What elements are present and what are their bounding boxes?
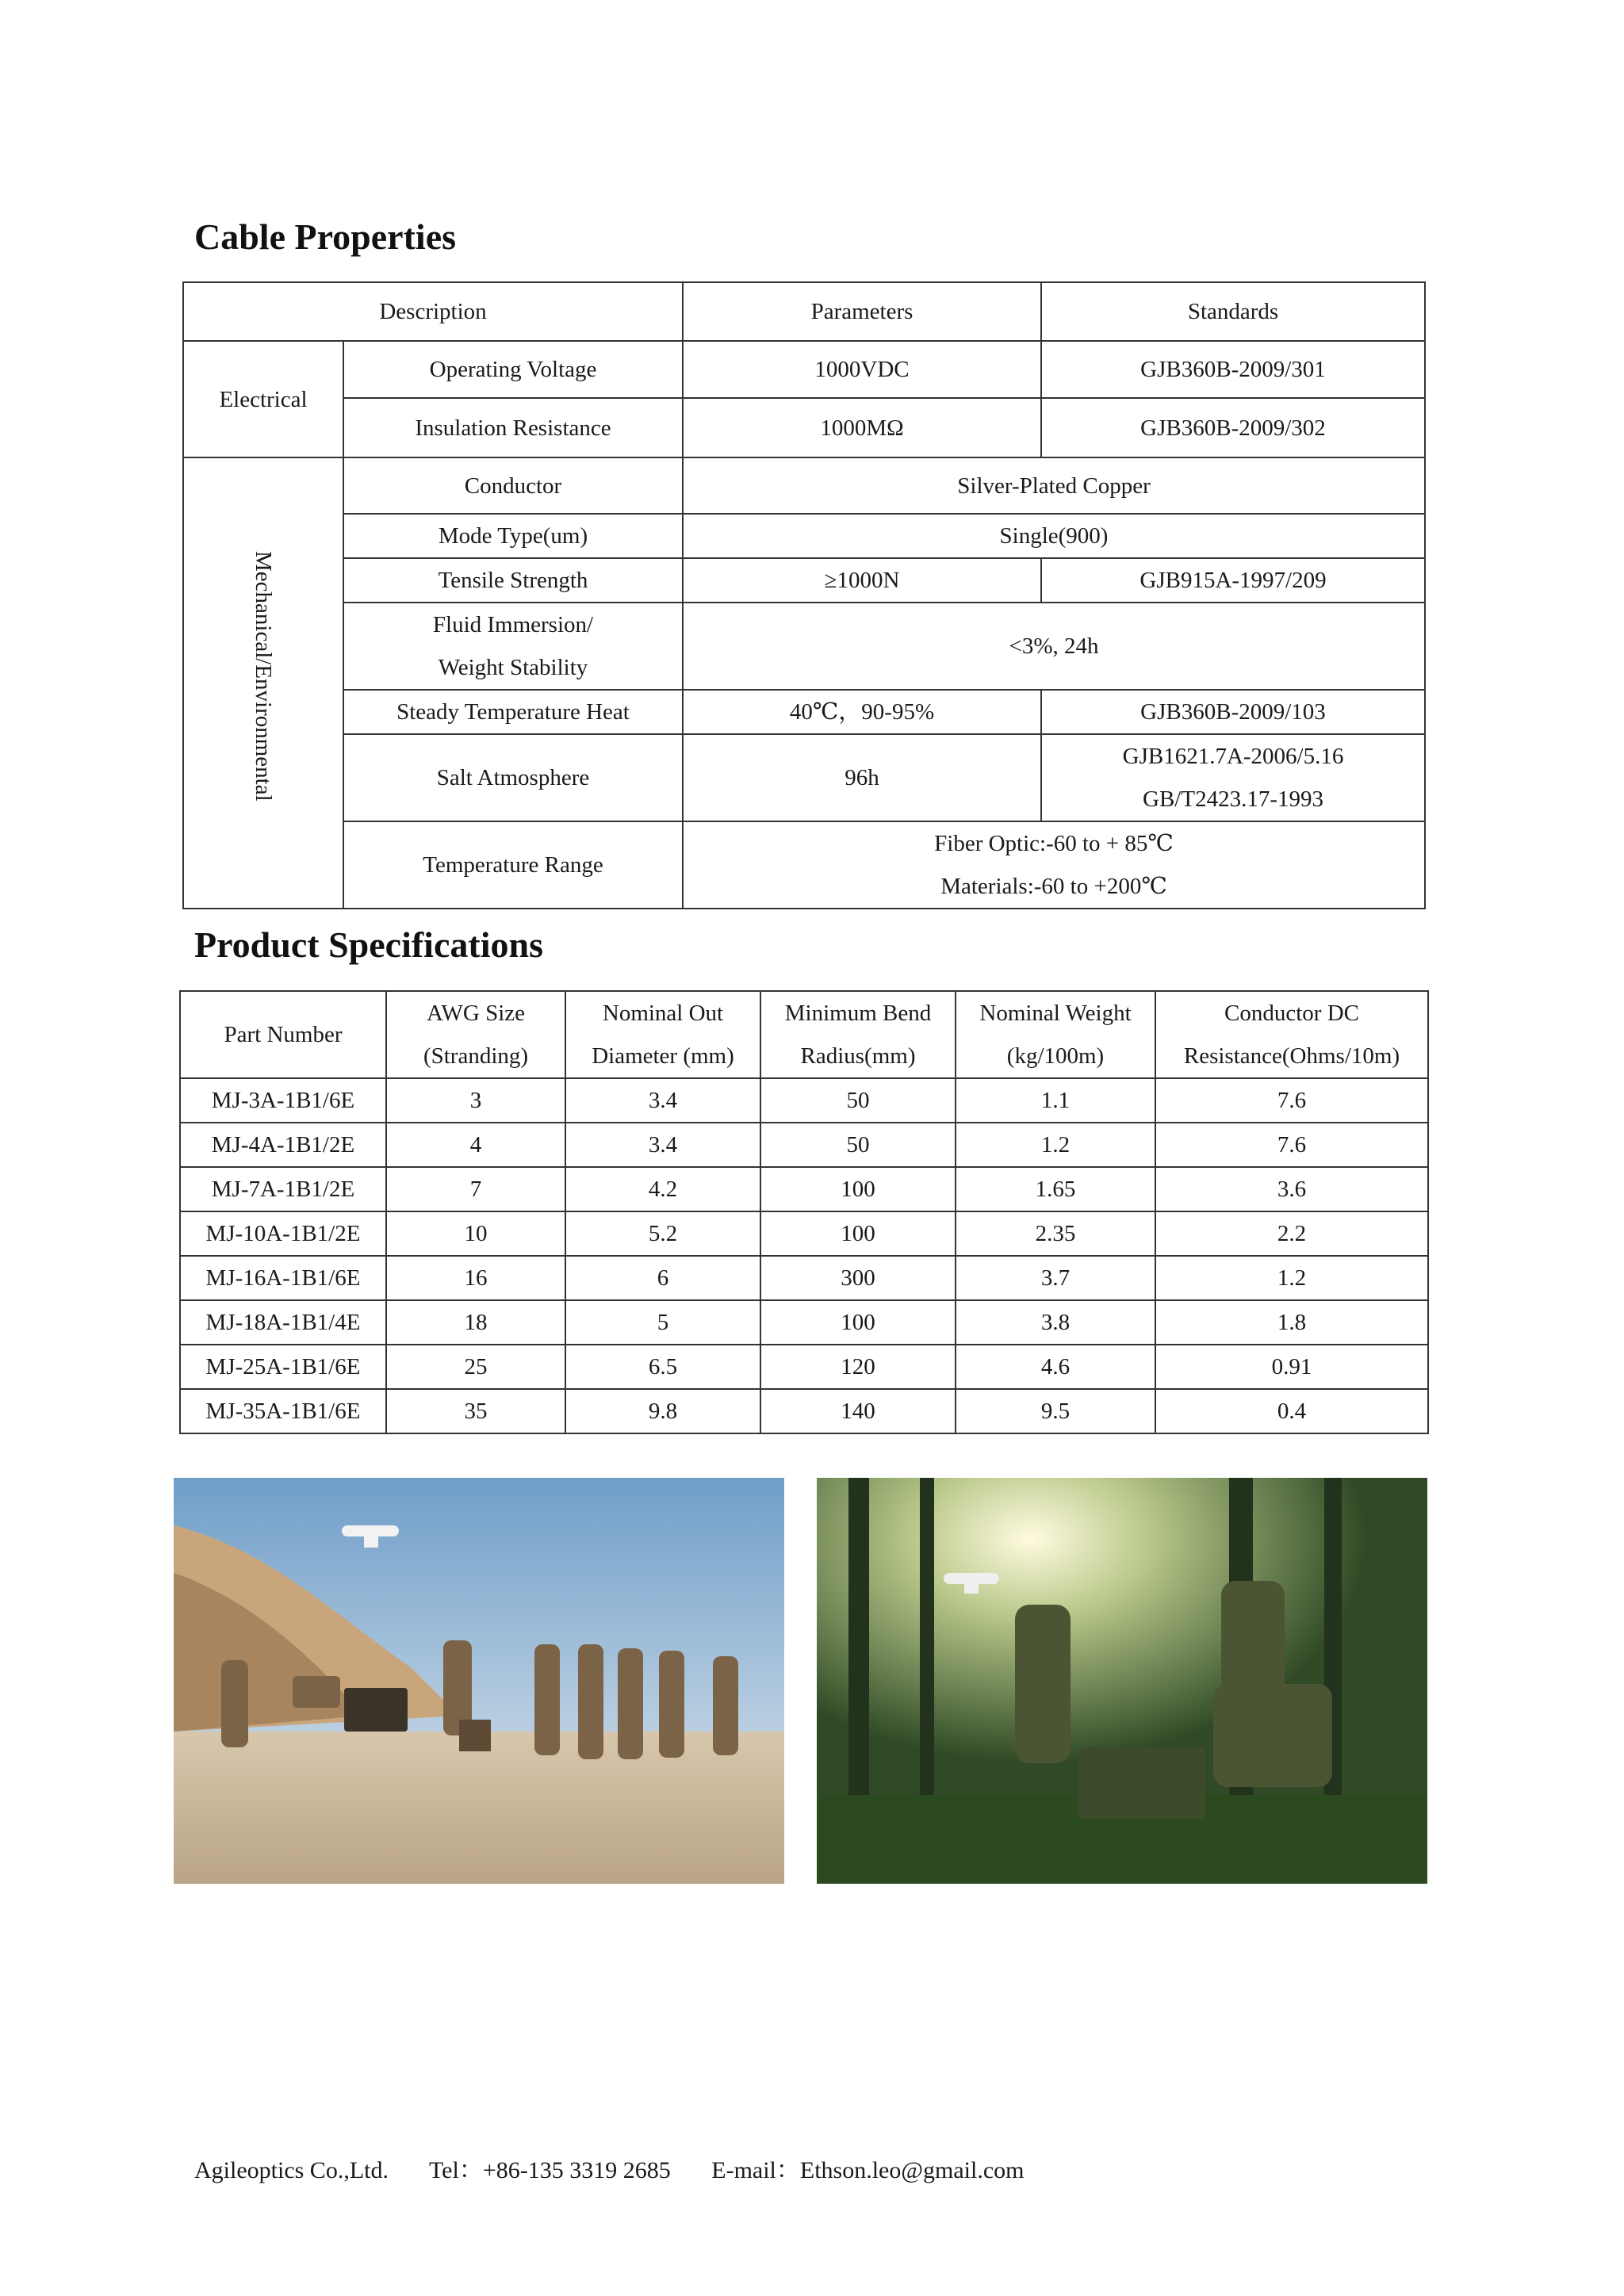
spec-cell: 1.65: [956, 1167, 1155, 1211]
spec-cell: 4: [386, 1123, 565, 1167]
group-mechanical: [183, 457, 343, 909]
table-row: [183, 341, 1425, 398]
table-header-row: [180, 991, 1428, 1078]
header-line: AWG Size: [426, 1001, 526, 1026]
product-specifications-table: [179, 990, 1429, 1434]
table-row: [180, 1256, 1428, 1300]
item-line: Fluid Immersion/: [432, 612, 594, 637]
spec-table-body: [180, 1078, 1428, 1433]
item-cell: Insulation Resistance: [343, 398, 683, 457]
spec-cell: 1.2: [956, 1123, 1155, 1167]
item-cell: Operating Voltage: [343, 341, 683, 398]
spec-cell: 140: [760, 1389, 956, 1433]
header-line: Resistance(Ohms/10m): [1183, 1043, 1400, 1069]
spec-cell: 100: [760, 1300, 956, 1345]
param-cell: ≥1000N: [683, 558, 1041, 603]
part-number-cell: MJ-16A-1B1/6E: [180, 1256, 386, 1300]
item-cell: Mode Type(um): [343, 514, 683, 558]
spec-cell: 7.6: [1155, 1078, 1428, 1123]
table-row: [183, 558, 1425, 603]
spec-cell: 16: [386, 1256, 565, 1300]
spec-cell: 25: [386, 1345, 565, 1389]
item-cell: Tensile Strength: [343, 558, 683, 603]
part-number-cell: MJ-3A-1B1/6E: [180, 1078, 386, 1123]
header-line: (Stranding): [423, 1043, 529, 1069]
part-number-cell: MJ-25A-1B1/6E: [180, 1345, 386, 1389]
value-cell: Silver-Plated Copper: [683, 457, 1425, 514]
item-line: Weight Stability: [438, 655, 588, 680]
value-cell: [683, 821, 1425, 909]
value-line: Fiber Optic:-60 to + 85℃: [934, 831, 1174, 856]
table-row: [183, 398, 1425, 457]
part-number-cell: MJ-35A-1B1/6E: [180, 1389, 386, 1433]
group-mechanical-label: Mechanical/Environmental: [251, 550, 276, 802]
spec-cell: 3.7: [956, 1256, 1155, 1300]
part-number-cell: MJ-7A-1B1/2E: [180, 1167, 386, 1211]
spec-cell: 100: [760, 1211, 956, 1256]
std-cell: GJB360B-2009/103: [1041, 690, 1425, 734]
table-row: [180, 1123, 1428, 1167]
std-cell: [1041, 734, 1425, 821]
spec-cell: 1.1: [956, 1078, 1155, 1123]
std-cell: GJB915A-1997/209: [1041, 558, 1425, 603]
table-row: [183, 514, 1425, 558]
table-row: [180, 1345, 1428, 1389]
spec-cell: 5.2: [565, 1211, 760, 1256]
spec-cell: 50: [760, 1078, 956, 1123]
spec-cell: 2.2: [1155, 1211, 1428, 1256]
std-line: GB/T2423.17-1993: [1143, 786, 1323, 812]
spec-cell: 0.4: [1155, 1389, 1428, 1433]
soldiers-desert-drone-photo: [174, 1478, 784, 1884]
value-cell: Single(900): [683, 514, 1425, 558]
cable-properties-table: [182, 281, 1426, 909]
spec-cell: 3.4: [565, 1123, 760, 1167]
header-line: Diameter (mm): [592, 1043, 734, 1069]
spec-cell: 4.2: [565, 1167, 760, 1211]
part-number-cell: MJ-4A-1B1/2E: [180, 1123, 386, 1167]
header-awg-size: [386, 991, 565, 1078]
part-number-cell: MJ-18A-1B1/4E: [180, 1300, 386, 1345]
param-cell: 1000VDC: [683, 341, 1041, 398]
spec-cell: 6.5: [565, 1345, 760, 1389]
table-row: [183, 821, 1425, 909]
header-bend-radius: [760, 991, 956, 1078]
std-line: GJB1621.7A-2006/5.16: [1122, 744, 1344, 769]
table-row: [183, 690, 1425, 734]
header-line: Minimum Bend: [784, 1001, 932, 1026]
spec-cell: 50: [760, 1123, 956, 1167]
header-part-number: Part Number: [180, 991, 386, 1078]
spec-cell: 300: [760, 1256, 956, 1300]
param-cell: 40℃，90-95%: [683, 690, 1041, 734]
item-cell: [343, 603, 683, 690]
spec-cell: 100: [760, 1167, 956, 1211]
page-footer: [194, 2150, 1059, 2185]
item-cell: Conductor: [343, 457, 683, 514]
product-specifications-title: Product Specifications: [194, 924, 543, 965]
value-cell: <3%, 24h: [683, 603, 1425, 690]
table-row: [183, 457, 1425, 514]
spec-cell: 7: [386, 1167, 565, 1211]
footer-company: Agileoptics Co.,Ltd.: [194, 2157, 389, 2183]
table-row: [180, 1389, 1428, 1433]
param-cell: 96h: [683, 734, 1041, 821]
spec-cell: 3.6: [1155, 1167, 1428, 1211]
table-row: [180, 1300, 1428, 1345]
part-number-cell: MJ-10A-1B1/2E: [180, 1211, 386, 1256]
header-diameter: [565, 991, 760, 1078]
item-cell: Steady Temperature Heat: [343, 690, 683, 734]
header-line: Nominal Out: [602, 1001, 724, 1026]
soldiers-forest-drone-photo: [817, 1478, 1427, 1884]
param-cell: 1000MΩ: [683, 398, 1041, 457]
spec-cell: 18: [386, 1300, 565, 1345]
header-standards: Standards: [1041, 282, 1425, 341]
spec-cell: 7.6: [1155, 1123, 1428, 1167]
spec-cell: 1.8: [1155, 1300, 1428, 1345]
spec-cell: 2.35: [956, 1211, 1155, 1256]
table-row: [183, 603, 1425, 690]
header-line: Nominal Weight: [979, 1001, 1132, 1026]
spec-cell: 3.4: [565, 1078, 760, 1123]
spec-cell: 5: [565, 1300, 760, 1345]
table-row: [180, 1078, 1428, 1123]
table-row: [183, 734, 1425, 821]
spec-cell: 3.8: [956, 1300, 1155, 1345]
header-resistance: [1155, 991, 1428, 1078]
header-parameters: Parameters: [683, 282, 1041, 341]
table-row: [180, 1211, 1428, 1256]
spec-cell: 6: [565, 1256, 760, 1300]
spec-cell: 10: [386, 1211, 565, 1256]
spec-cell: 0.91: [1155, 1345, 1428, 1389]
header-description: Description: [183, 282, 683, 341]
item-cell: Salt Atmosphere: [343, 734, 683, 821]
header-line: (kg/100m): [1006, 1043, 1105, 1069]
header-weight: [956, 991, 1155, 1078]
spec-cell: 9.8: [565, 1389, 760, 1433]
std-cell: GJB360B-2009/302: [1041, 398, 1425, 457]
footer-telephone: Tel：+86-135 3319 2685: [428, 2157, 671, 2183]
spec-cell: 1.2: [1155, 1256, 1428, 1300]
header-line: Radius(mm): [800, 1043, 916, 1069]
spec-cell: 3: [386, 1078, 565, 1123]
group-electrical: Electrical: [183, 341, 343, 457]
value-line: Materials:-60 to +200℃: [940, 874, 1167, 899]
header-line: Conductor DC: [1224, 1001, 1359, 1026]
spec-cell: 9.5: [956, 1389, 1155, 1433]
spec-cell: 4.6: [956, 1345, 1155, 1389]
table-header-row: [183, 282, 1425, 341]
cable-properties-title: Cable Properties: [194, 216, 457, 257]
table-row: [180, 1167, 1428, 1211]
std-cell: GJB360B-2009/301: [1041, 341, 1425, 398]
spec-cell: 120: [760, 1345, 956, 1389]
spec-cell: 35: [386, 1389, 565, 1433]
footer-email: E-mail：Ethson.leo@gmail.com: [711, 2157, 1025, 2183]
item-cell: Temperature Range: [343, 821, 683, 909]
